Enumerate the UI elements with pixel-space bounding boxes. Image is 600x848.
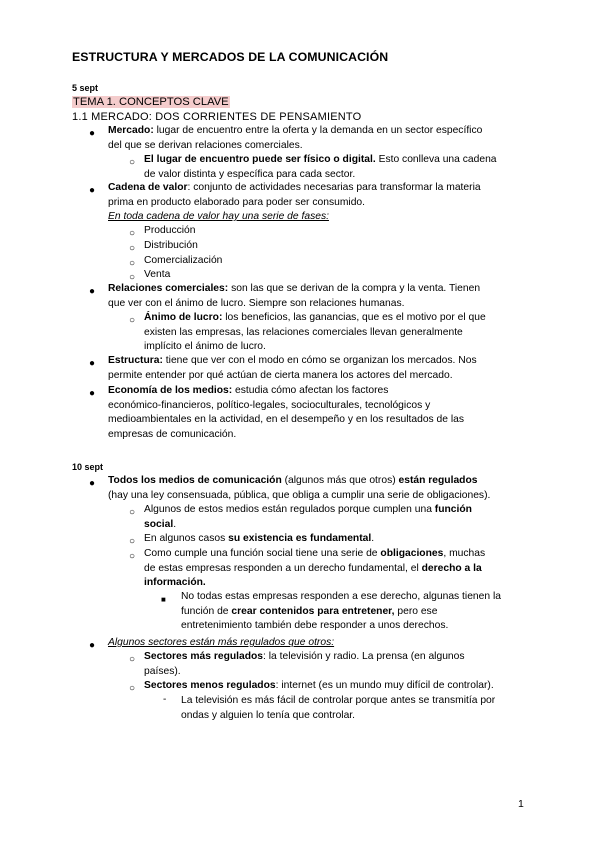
bullet-l2-icon: ○ [129,243,136,254]
bullet-l1-icon: ● [89,185,96,196]
list-item-fase: Venta [144,269,171,280]
list-item-mercado: Mercado: lugar de encuentro entre la oferta y la demanda en un sector específico del que se derivan relaciones comerciales. [108,125,483,151]
bullet-l1-icon: ● [89,128,96,139]
bullet-l1-icon: ● [89,388,96,399]
bullet-l2-icon: ○ [129,683,136,694]
list-item-lugar: El lugar de encuentro puede ser físico o digital. Esto conlleva una cadena de valor distinta y específica para cada sector. [144,154,497,180]
date-heading-2: 10 sept [72,462,104,472]
bullet-l2-icon: ○ [129,536,136,547]
section-heading-highlighted: TEMA 1. CONCEPTOS CLAVE [73,96,229,108]
bullet-dash-icon: - [163,694,167,705]
list-item-animo: Ánimo de lucro: los beneficios, las ganancias, que es el motivo por el que existen las empresas, las relaciones comerciales llevan generalmente implícito el ánimo de lucro. [144,312,486,352]
list-item-relaciones: Relaciones comerciales: son las que se derivan de la compra y la venta. Tienen que ver con el ánimo de lucro. Siempre son relaciones humanas. [108,283,481,309]
list-item-todos: Todos los medios de comunicación (algunos más que otros) están regulados (hay una ley consensuada, pública, que obliga a cumplir una serie de obligaciones). [108,475,491,501]
bullet-l2-icon: ○ [129,228,136,239]
bullet-l1-icon: ● [89,640,96,651]
document-title: ESTRUCTURA Y MERCADOS DE LA COMUNICACIÓN [72,50,389,64]
list-item-no-todas: No todas estas empresas responden a ese derecho, algunas tienen la función de crear contenidos para entretener, pero ese entretenimiento también debe responder a unos derechos. [181,591,501,631]
list-item-television: La televisión es más fácil de controlar porque antes se transmitía por ondas y alguien lo tenía que controlar. [181,695,496,721]
list-item-menos-regulados: Sectores menos regulados: internet (es un mundo muy difícil de controlar). [144,680,494,691]
bullet-l1-icon: ● [89,478,96,489]
bullet-l2-icon: ○ [129,258,136,269]
bullet-l2-icon: ○ [129,551,136,562]
list-item-mas-regulados: Sectores más regulados: la televisión y radio. La prensa (en algunos países). [144,651,465,677]
subsection-heading: 1.1 MERCADO: DOS CORRIENTES DE PENSAMIENTO [72,111,362,123]
list-item-algunos: Algunos de estos medios están regulados porque cumplen una función social. [144,504,472,530]
date-heading-1: 5 sept [72,83,99,93]
list-item-estructura: Estructura: tiene que ver con el modo en cómo se organizan los mercados. Nos permite entender por qué actúan de cierta manera los actores del mercado. [108,355,477,381]
bullet-l1-icon: ● [89,358,96,369]
bullet-l2-icon: ○ [129,654,136,665]
list-item-como: Como cumple una función social tiene una serie de obligaciones, muchas de estas empresas responden a un derecho fundamental, el derecho a la información. [144,548,486,588]
bullet-l1-icon: ● [89,286,96,297]
list-item-fase: Producción [144,225,196,236]
list-item-sectores: Algunos sectores están más regulados que otros: [108,637,335,648]
bullet-l2-icon: ○ [129,157,136,168]
list-item-en-algunos: En algunos casos su existencia es fundamental. [144,533,375,544]
list-item-fase: Distribución [144,240,198,251]
page-number: 1 [518,798,524,810]
list-item-cadena: Cadena de valor: conjunto de actividades necesarias para transformar la materia prima en producto elaborado para poder ser consumido. En toda cadena de valor hay una serie de fases: [108,182,481,222]
bullet-l2-icon: ○ [129,272,136,283]
bullet-l3-icon: ■ [161,595,166,604]
bullet-l2-icon: ○ [129,315,136,326]
bullet-l2-icon: ○ [129,507,136,518]
list-item-economia: Economía de los medios: estudia cómo afectan los factores económico-financieros, político-legales, socioculturales, tecnológicos y medioambientales en la actividad, en el desempeño y en los resultados de las empresas de comunicación. [108,385,465,440]
list-item-fase: Comercialización [144,255,223,266]
